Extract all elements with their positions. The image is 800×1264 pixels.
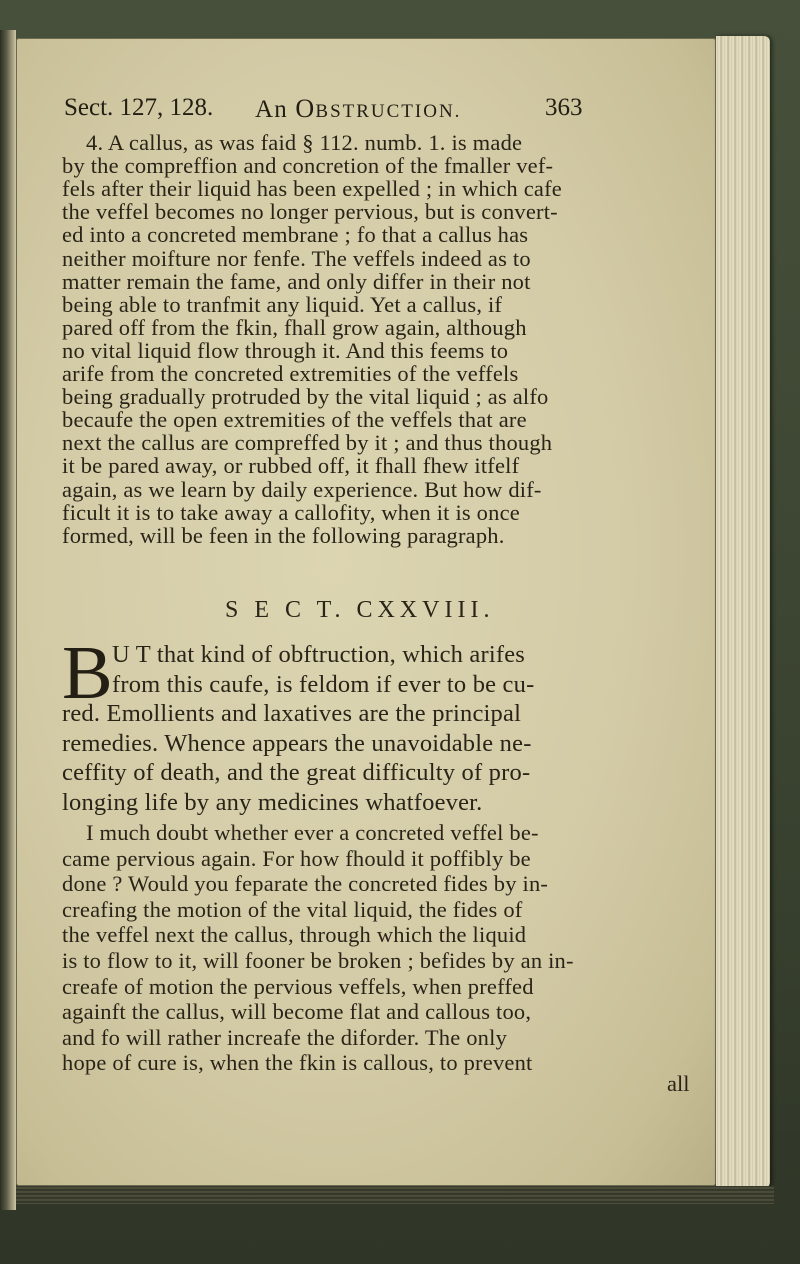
text-line: being able to tranfmit any liquid. Yet a callus, if <box>62 291 503 317</box>
text-line: formed, will be feen in the following paragraph. <box>62 522 505 548</box>
text-line: ed into a concreted membrane ; fo that a callus has <box>62 222 529 248</box>
text-line: is to flow to it, will fooner be broken ; befides by an in- <box>62 948 574 973</box>
text-line: arife from the concreted extremities of the veffels <box>62 361 519 386</box>
text-line: next the callus are compreffed by it ; and thus though <box>62 430 553 456</box>
paragraph-1 <box>62 130 702 570</box>
running-head-section: Sect. 127, 128. <box>64 94 214 121</box>
text-line: again, as we learn by daily experience. But how dif- <box>62 476 542 502</box>
book-binding <box>0 30 16 1210</box>
text-line: matter remain the fame, and only differ in their not <box>62 268 531 294</box>
book-bottom-edge <box>16 1186 774 1204</box>
text-line: U T that kind of obftruction, which arifes <box>112 641 526 668</box>
section-heading: S E C T. CXXVIII. <box>225 597 495 623</box>
text-line: it be pared away, or rubbed off, it fhall fhew itfelf <box>62 453 520 479</box>
text-line: pared off from the fkin, fhall grow again, although <box>62 314 527 340</box>
text-line: the veffel next the callus, through which the liquid <box>62 922 527 948</box>
paragraph-3 <box>62 820 702 1080</box>
text-line: fels after their liquid has been expelled ; in which cafe <box>62 176 562 202</box>
text-line: no vital liquid flow through it. And this feems to <box>62 337 509 363</box>
running-head-title: An OBSTRUCTION. <box>255 94 462 123</box>
text-line: ceffity of death, and the great difficulty of pro- <box>62 759 531 786</box>
drop-cap: B <box>62 631 113 715</box>
text-line: creafe of motion the pervious veffels, when preffed <box>62 973 534 999</box>
text-line: from this caufe, is feldom if ever to be cu- <box>112 670 535 698</box>
text-line: by the compreffion and concretion of the fmaller vef- <box>62 153 554 179</box>
text-line: the veffel becomes no longer pervious, but is convert- <box>62 199 558 225</box>
text-line: longing life by any medicines whatfoever. <box>62 788 483 816</box>
catchword: all <box>667 1071 690 1096</box>
text-line: remedies. Whence appears the unavoidable ne- <box>62 729 532 757</box>
page-edges <box>716 36 770 1188</box>
text-line: and fo will rather increafe the diforder. The only <box>62 1024 508 1050</box>
text-line: red. Emollients and laxatives are the principal <box>62 700 522 727</box>
text-line: being gradually protruded by the vital liquid ; as alfo <box>62 384 549 410</box>
text-line: I much doubt whether ever a concreted veffel be- <box>86 820 539 845</box>
paragraph-2 <box>62 631 702 821</box>
text-line: neither moifture nor fenfe. The veffels indeed as to <box>62 245 531 271</box>
text-line: 4. A callus, as was faid § 112. numb. 1. is made <box>86 130 523 155</box>
text-line: hope of cure is, when the fkin is callous, to prevent <box>62 1050 533 1076</box>
text-line: came pervious again. For how fhould it poffibly be <box>62 845 531 871</box>
text-line: ficult it is to take away a callofity, when it is once <box>62 499 520 525</box>
text-line: againft the callus, will become flat and callous too, <box>62 999 532 1025</box>
text-line: creafing the motion of the vital liquid, the fides of <box>62 896 523 922</box>
text-line: done ? Would you feparate the concreted fides by in- <box>62 871 549 897</box>
text-line: becaufe the open extremities of the veffels that are <box>62 407 527 433</box>
page-number: 363 <box>545 94 583 121</box>
